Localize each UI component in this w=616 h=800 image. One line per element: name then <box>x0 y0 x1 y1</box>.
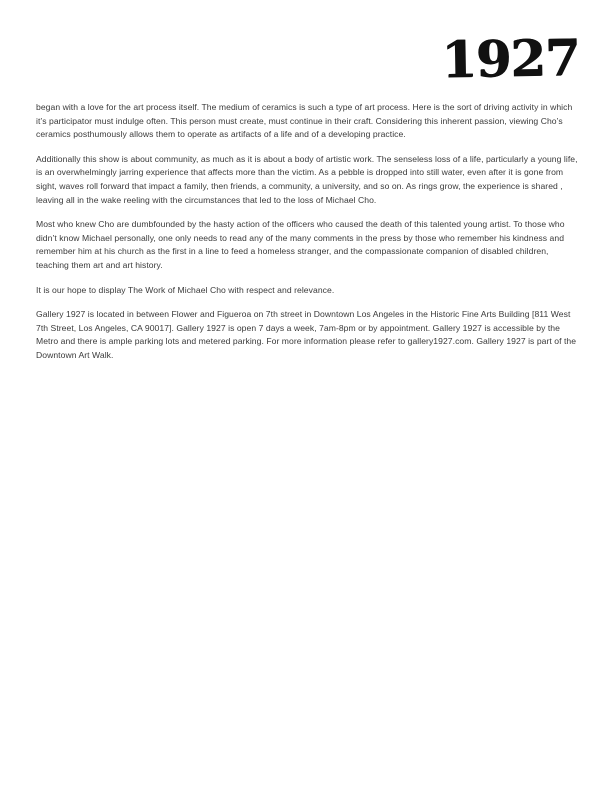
paragraph-remembrance: Most who knew Cho are dumbfounded by the hasty action of the officers who caused the death of this talented young artist. To those who didn’t know Michael personally, one only needs to read any of the many comments in the press by those who remember his kindness and remember him at his church as the first in a line to feed a homeless stranger, and the compassionate companion of disabled children, teaching them art and art history. <box>36 219 565 270</box>
document-body <box>36 101 582 374</box>
paragraph-hope: It is our hope to display The Work of Michael Cho with respect and relevance. <box>36 284 335 295</box>
paragraph-gallery-info: Gallery 1927 is located in between Flower and Figueroa on 7th street in Downtown Los Angeles in the Historic Fine Arts Building [811 West 7th Street, Los Angeles, CA 90017]. Gallery 1927 is open 7 days a week, 7am-8pm or by appointment. Gallery 1927 is accessible by the Metro and there is ample parking lots and metered parking. For more information please refer to gallery1927.com. Gallery 1927 is part of the Downtown Art Walk. <box>36 309 577 360</box>
gallery-logo: 1927 <box>440 27 580 90</box>
paragraph-art-process: began with a love for the art process itself. The medium of ceramics is such a type of art process. Here is the sort of driving activity in which it’s participator must indulge often. This person must create, must continue in their craft. Considering this inherent passion, viewing Cho’s ceramics posthumously allows them to operate as artifacts of a life and of a developing practice. <box>36 102 573 140</box>
paragraph-community: Additionally this show is about community, as much as it is about a body of artistic work. The senseless loss of a life, particularly a young life, is an overwhelmingly jarring experience that affects more than the victim. As a pebble is dropped into still water, even after it is gone from sight, waves roll forward that impact a family, then friends, a community, a university, and so on. As rings grow, the experience is shared , leaving all in the wake reeling with the circumstances that led to the loss of Michael Cho. <box>36 153 578 205</box>
